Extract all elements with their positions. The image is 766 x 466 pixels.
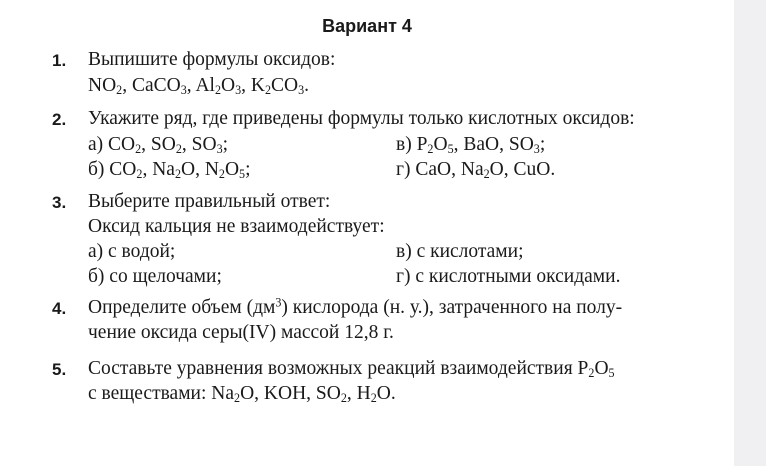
- task-2-number: 2.: [52, 110, 67, 129]
- task-3-option-a: а) с водой;: [88, 241, 176, 262]
- variant-title: Вариант 4: [322, 16, 412, 36]
- task-5-number: 5.: [52, 360, 67, 379]
- task-5-continuation: с веществами: $Na_2O$, KOH, $SO_2$, $H_2O$.: [88, 383, 396, 406]
- task-1-question: Выпишите формулы оксидов:: [88, 49, 336, 70]
- task-2-option-b: б) $CO_2$, $Na_2O$, $N_2O_5$;: [88, 159, 251, 182]
- task-1-number: 1.: [52, 51, 67, 70]
- task-1-formulas: $NO_2$, CaCO$_3$, $Al_2O_3$, $K_2CO_3$.: [88, 75, 310, 98]
- task-2-option-v: в) $P_2O_5$, BaO, $SO_3$;: [396, 134, 546, 157]
- task-5-question: Составьте уравнения возможных реакций взаимодействия $P_2O_5$: [88, 358, 615, 381]
- task-2-option-g: г) CaO, $Na_2O$, CuO.: [396, 159, 556, 182]
- task-3-number: 3.: [52, 193, 67, 212]
- task-3-option-g: г) с кислотными оксидами.: [396, 266, 621, 287]
- task-3-question: Выберите правильный ответ:: [88, 191, 331, 212]
- task-3-subquestion: Оксид кальция не взаимодействует:: [88, 216, 385, 237]
- task-3-option-v: в) с кислотами;: [396, 241, 524, 262]
- task-4-question: Определите объем $(дм^3)$ кислорода (н. у.), затраченного на полу-: [88, 295, 623, 318]
- task-4-number: 4.: [52, 299, 67, 318]
- task-4-continuation: чение оксида серы(IV) массой 12,8 г.: [88, 322, 394, 343]
- page-edge: [734, 0, 766, 466]
- task-2-option-a: а) $CO_2$, $SO_2$, $SO_3$;: [88, 134, 229, 157]
- task-3-option-b: б) со щелочами;: [88, 266, 222, 287]
- task-2-question: Укажите ряд, где приведены формулы только кислотных оксидов:: [88, 108, 635, 129]
